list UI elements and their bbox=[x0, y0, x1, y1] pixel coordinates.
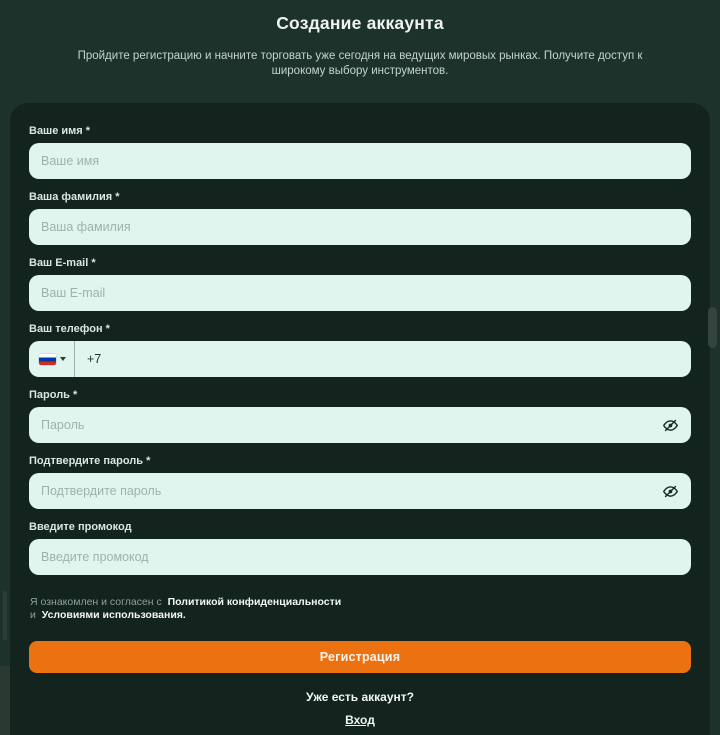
password-label: Пароль * bbox=[29, 389, 78, 401]
field-promo bbox=[29, 521, 691, 575]
last-name-input[interactable] bbox=[29, 209, 691, 245]
first-name-input[interactable] bbox=[29, 143, 691, 179]
country-code-select[interactable] bbox=[29, 341, 74, 377]
field-password bbox=[29, 389, 691, 443]
field-last-name bbox=[29, 191, 691, 245]
already-have-account-text: Уже есть аккаунт? bbox=[306, 690, 414, 704]
registration-form bbox=[29, 125, 691, 727]
terms-of-use-link[interactable]: Условиями использования. bbox=[41, 609, 186, 621]
field-confirm-password bbox=[29, 455, 691, 509]
password-visibility-toggle[interactable] bbox=[660, 415, 680, 435]
privacy-policy-link[interactable]: Политикой конфиденциальности bbox=[167, 596, 342, 608]
promo-input[interactable] bbox=[29, 539, 691, 575]
registration-form-panel bbox=[10, 103, 710, 735]
left-edge-highlight bbox=[0, 666, 10, 735]
russia-flag-icon bbox=[39, 354, 56, 365]
eye-off-icon bbox=[662, 483, 679, 500]
field-email bbox=[29, 257, 691, 311]
field-phone bbox=[29, 323, 691, 377]
confirm-password-input-wrap bbox=[29, 473, 691, 509]
confirm-password-label: Подтвердите пароль * bbox=[29, 455, 151, 467]
consent-text bbox=[30, 596, 690, 622]
field-first-name bbox=[29, 125, 691, 179]
consent-conjunction: и bbox=[30, 609, 36, 621]
page-subtitle: Пройдите регистрацию и начните торговать уже сегодня на ведущих мировых рынках. Получите доступ к широкому выбору инструментов. bbox=[77, 50, 643, 77]
confirm-password-visibility-toggle[interactable] bbox=[660, 481, 680, 501]
password-input-wrap bbox=[29, 407, 691, 443]
last-name-label: Ваша фамилия * bbox=[29, 191, 120, 203]
email-input[interactable] bbox=[29, 275, 691, 311]
left-scrollbar-thumb[interactable] bbox=[3, 591, 7, 640]
register-button[interactable]: Регистрация bbox=[29, 641, 691, 673]
promo-label: Введите промокод bbox=[29, 521, 132, 533]
password-input[interactable] bbox=[29, 407, 691, 443]
email-label: Ваш E-mail * bbox=[29, 257, 96, 269]
login-link[interactable]: Вход bbox=[345, 713, 375, 727]
first-name-label: Ваше имя * bbox=[29, 125, 91, 137]
vertical-scrollbar-thumb[interactable] bbox=[708, 307, 717, 348]
chevron-down-icon bbox=[60, 357, 66, 361]
eye-off-icon bbox=[662, 417, 679, 434]
page-title: Создание аккаунта bbox=[276, 13, 444, 33]
confirm-password-input[interactable] bbox=[29, 473, 691, 509]
phone-input-wrap bbox=[29, 341, 691, 377]
phone-label: Ваш телефон * bbox=[29, 323, 110, 335]
page-header bbox=[0, 0, 720, 79]
phone-input[interactable] bbox=[75, 341, 691, 377]
consent-prefix: Я ознакомлен и согласен с bbox=[30, 596, 162, 608]
